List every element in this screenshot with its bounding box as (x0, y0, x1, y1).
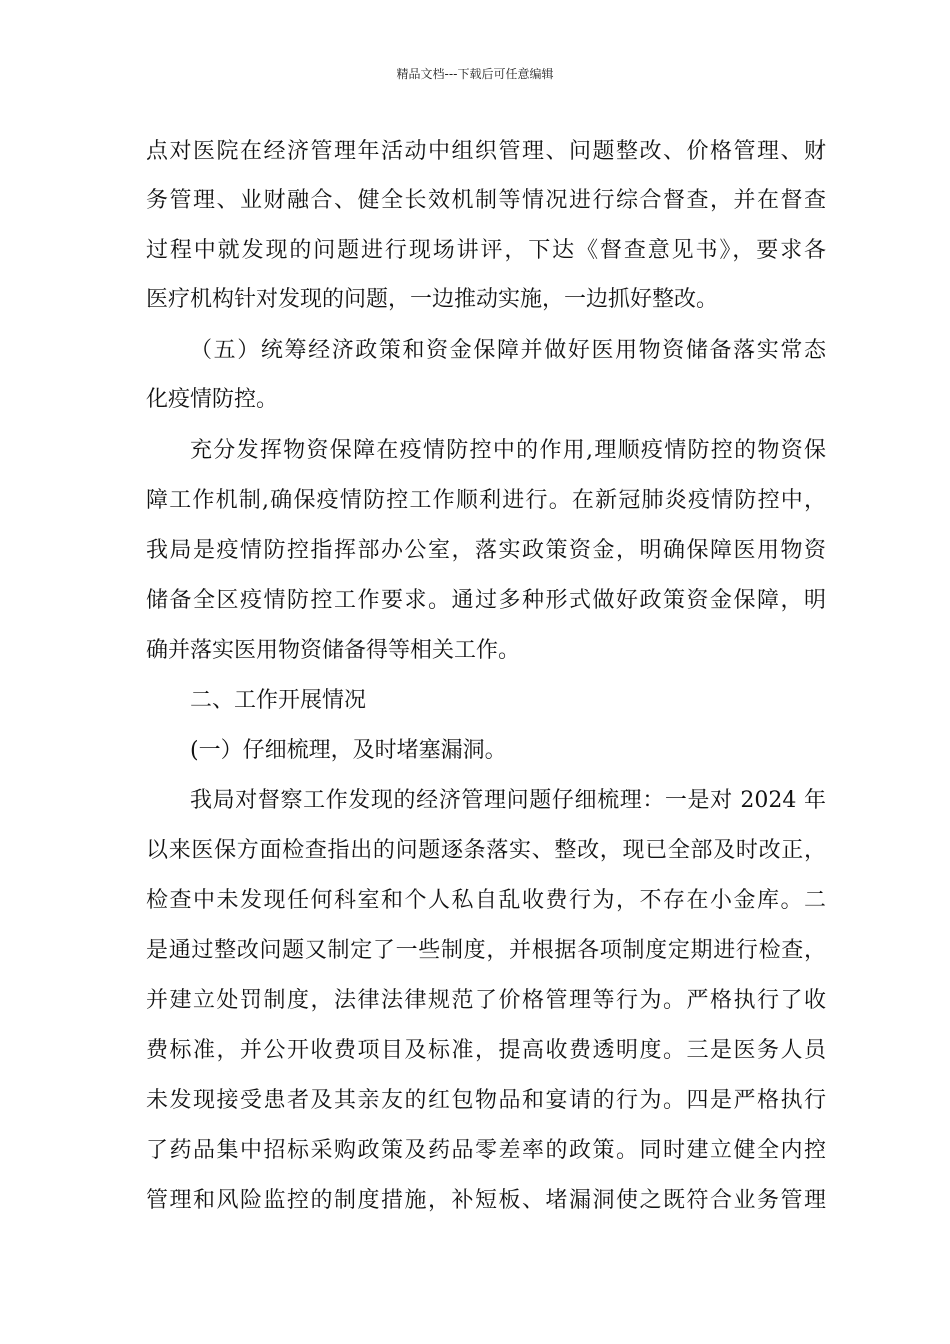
text-line: 我局对督察工作发现的经济管理问题仔细梳理：一是对 2024 年 (190, 788, 826, 813)
section-heading: （五）统筹经济政策和资金保障并做好医用物资储备落实常态 (190, 338, 826, 363)
text-line: 过程中就发现的问题进行现场讲评，下达《督查意见书》，要求各 (146, 238, 826, 263)
text-line: 充分发挥物资保障在疫情防控中的作用,理顺疫情防控的物资保 (190, 438, 826, 463)
text-line: 医疗机构针对发现的问题，一边推动实施，一边抓好整改。 (146, 287, 719, 312)
text-line: 点对医院在经济管理年活动中组织管理、问题整改、价格管理、财 (146, 139, 826, 164)
text-line: 检查中未发现任何科室和个人私自乱收费行为，不存在小金库。二 (146, 888, 826, 913)
section-heading: 二、工作开展情况 (190, 688, 367, 713)
text-line: 化疫情防控。 (146, 387, 279, 412)
text-line: 障工作机制,确保疫情防控工作顺利进行。在新冠肺炎疫情防控中， (146, 488, 826, 513)
text-line: 以来医保方面检查指出的问题逐条落实、整改，现已全部及时改正， (146, 838, 826, 863)
page-header: 精品文档---下载后可任意编辑 (396, 67, 554, 81)
text-line: 费标准，并公开收费项目及标准，提高收费透明度。三是医务人员 (146, 1038, 826, 1063)
sub-heading: (一）仔细梳理，及时堵塞漏洞。 (190, 738, 507, 763)
text-line: 了药品集中招标采购政策及药品零差率的政策。同时建立健全内控 (146, 1138, 826, 1163)
text-line: 确并落实医用物资储备得等相关工作。 (146, 638, 521, 663)
text-line: 是通过整改问题又制定了一些制度，并根据各项制度定期进行检查， (146, 938, 826, 963)
text-line: 我局是疫情防控指挥部办公室，落实政策资金，明确保障医用物资 (146, 538, 826, 563)
text-line: 管理和风险监控的制度措施，补短板、堵漏洞使之既符合业务管理 (146, 1188, 826, 1213)
text-line: 储备全区疫情防控工作要求。通过多种形式做好政策资金保障，明 (146, 588, 826, 613)
text-line: 并建立处罚制度，法律法律规范了价格管理等行为。严格执行了收 (146, 988, 826, 1013)
text-line: 务管理、业财融合、健全长效机制等情况进行综合督查，并在督查 (146, 188, 826, 213)
text-line: 未发现接受患者及其亲友的红包物品和宴请的行为。四是严格执行 (146, 1088, 826, 1113)
